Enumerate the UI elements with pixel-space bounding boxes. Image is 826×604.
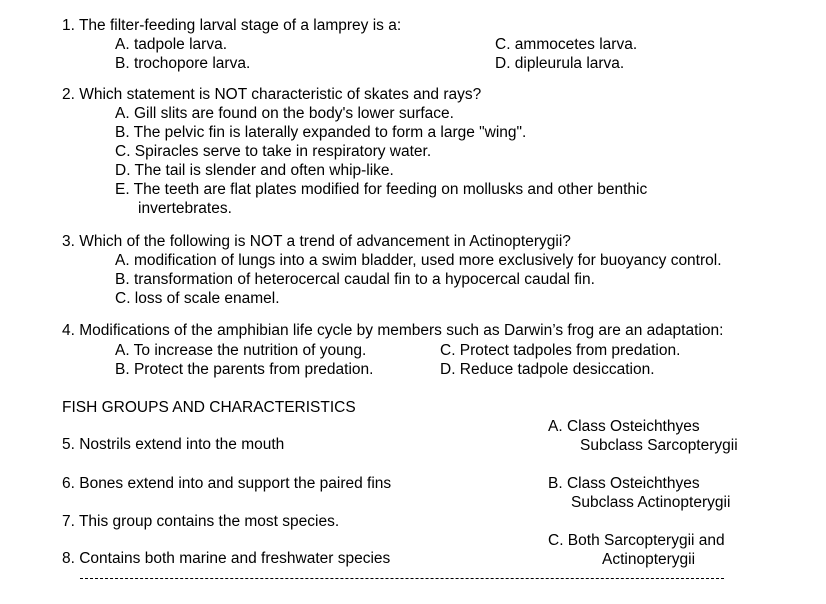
answer-b-line2: Subclass Actinopterygii bbox=[571, 494, 731, 511]
matching-item-7: 7. This group contains the most species. bbox=[62, 513, 340, 530]
matching-item-8: 8. Contains both marine and freshwater species bbox=[62, 550, 391, 567]
question-4-option-a: A. To increase the nutrition of young. bbox=[115, 342, 367, 359]
question-1-option-a: A. tadpole larva. bbox=[115, 36, 228, 53]
question-4-option-c: C. Protect tadpoles from predation. bbox=[440, 342, 681, 359]
question-2-option-d: D. The tail is slender and often whip-like. bbox=[115, 162, 394, 179]
question-3-option-c: C. loss of scale enamel. bbox=[115, 290, 280, 307]
dashed-divider bbox=[80, 578, 724, 579]
question-1-option-c: C. ammocetes larva. bbox=[495, 36, 638, 53]
question-2-option-c: C. Spiracles serve to take in respiratory water. bbox=[115, 143, 432, 160]
question-1-option-d: D. dipleurula larva. bbox=[495, 55, 625, 72]
question-2-option-e-continued: invertebrates. bbox=[138, 200, 232, 217]
matching-item-5: 5. Nostrils extend into the mouth bbox=[62, 436, 285, 453]
question-4-stem: 4. Modifications of the amphibian life cycle by members such as Darwin’s frog are an adaptation: bbox=[62, 322, 724, 339]
question-2-stem: 2. Which statement is NOT characteristic of skates and rays? bbox=[62, 86, 482, 103]
answer-c-line1: C. Both Sarcopterygii and bbox=[548, 532, 725, 549]
question-4-option-b: B. Protect the parents from predation. bbox=[115, 361, 374, 378]
answer-c-line2: Actinopterygii bbox=[602, 551, 696, 568]
question-2-option-b: B. The pelvic fin is laterally expanded to form a large "wing". bbox=[115, 124, 527, 141]
question-1-stem: 1. The filter-feeding larval stage of a lamprey is a: bbox=[62, 17, 402, 34]
question-2-option-e: E. The teeth are flat plates modified for feeding on mollusks and other benthic bbox=[115, 181, 648, 198]
question-3-option-b: B. transformation of heterocercal caudal fin to a hypocercal caudal fin. bbox=[115, 271, 595, 288]
answer-a-line2: Subclass Sarcopterygii bbox=[580, 437, 738, 454]
matching-heading: FISH GROUPS AND CHARACTERISTICS bbox=[62, 399, 356, 416]
question-3-stem: 3. Which of the following is NOT a trend of advancement in Actinopterygii? bbox=[62, 233, 571, 250]
question-2-option-a: A. Gill slits are found on the body's lower surface. bbox=[115, 105, 454, 122]
matching-item-6: 6. Bones extend into and support the paired fins bbox=[62, 475, 392, 492]
question-4-option-d: D. Reduce tadpole desiccation. bbox=[440, 361, 655, 378]
question-1-option-b: B. trochopore larva. bbox=[115, 55, 251, 72]
question-3-option-a: A. modification of lungs into a swim bladder, used more exclusively for buoyancy control. bbox=[115, 252, 722, 269]
answer-a-line1: A. Class Osteichthyes bbox=[548, 418, 700, 435]
answer-b-line1: B. Class Osteichthyes bbox=[548, 475, 700, 492]
